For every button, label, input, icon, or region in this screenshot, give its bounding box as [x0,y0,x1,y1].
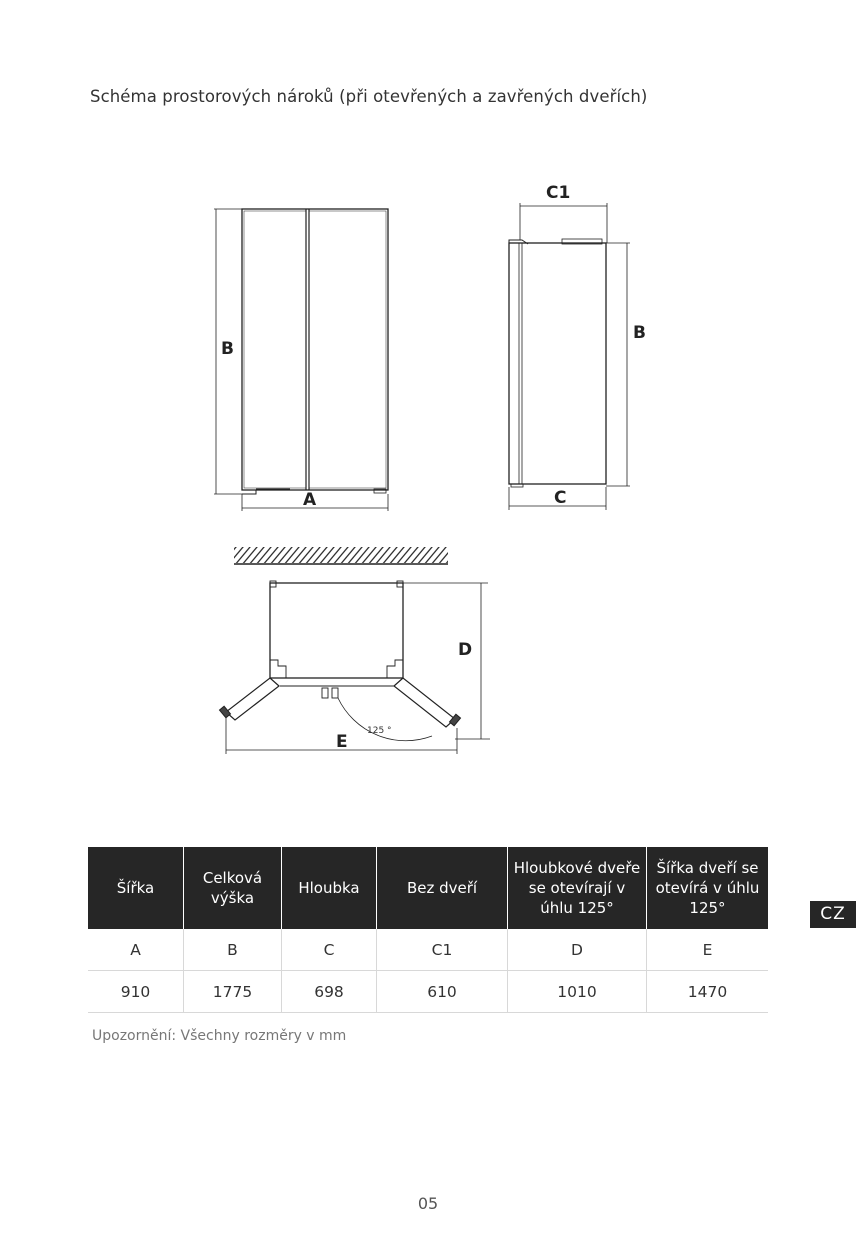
label-d: D [458,640,473,660]
label-e: E [336,732,348,752]
label-a: A [303,490,317,510]
table-row [88,929,768,971]
table-cell: 910 [88,971,184,1013]
table-cell: A [88,929,184,971]
front-view [214,209,388,511]
label-b-front: B [221,339,234,359]
table-cell: D [508,929,647,971]
page-title: Schéma prostorových nároků (při otevřených a zavřených dveřích) [90,87,648,106]
header-door-depth: Hloubkové dveře se otevírají v úhlu 125° [508,847,647,929]
label-b-side: B [633,323,646,343]
table-cell: 1470 [647,971,769,1013]
dimensions-table [88,847,768,1013]
header-total-height: Celková výška [184,847,282,929]
label-c1: C1 [546,183,571,203]
units-note: Upozornění: Všechny rozměry v mm [92,1028,347,1044]
table-cell: 698 [282,971,377,1013]
header-width: Šířka [88,847,184,929]
table-cell: 1010 [508,971,647,1013]
table-cell: C [282,929,377,971]
label-c: C [554,488,567,508]
table-cell: C1 [377,929,508,971]
table-cell: 610 [377,971,508,1013]
table-cell: E [647,929,769,971]
page-number: 05 [417,1194,439,1213]
table-header-row [88,847,768,929]
header-door-width: Šířka dveří se otevírá v úhlu 125° [647,847,769,929]
table-cell: 1775 [184,971,282,1013]
table-cell: B [184,929,282,971]
side-view [509,203,630,510]
header-depth: Hloubka [282,847,377,929]
label-angle: 125 ° [367,726,392,736]
header-without-doors: Bez dveří [377,847,508,929]
top-view [219,547,490,754]
language-tab: CZ [810,901,856,928]
table-row [88,971,768,1013]
